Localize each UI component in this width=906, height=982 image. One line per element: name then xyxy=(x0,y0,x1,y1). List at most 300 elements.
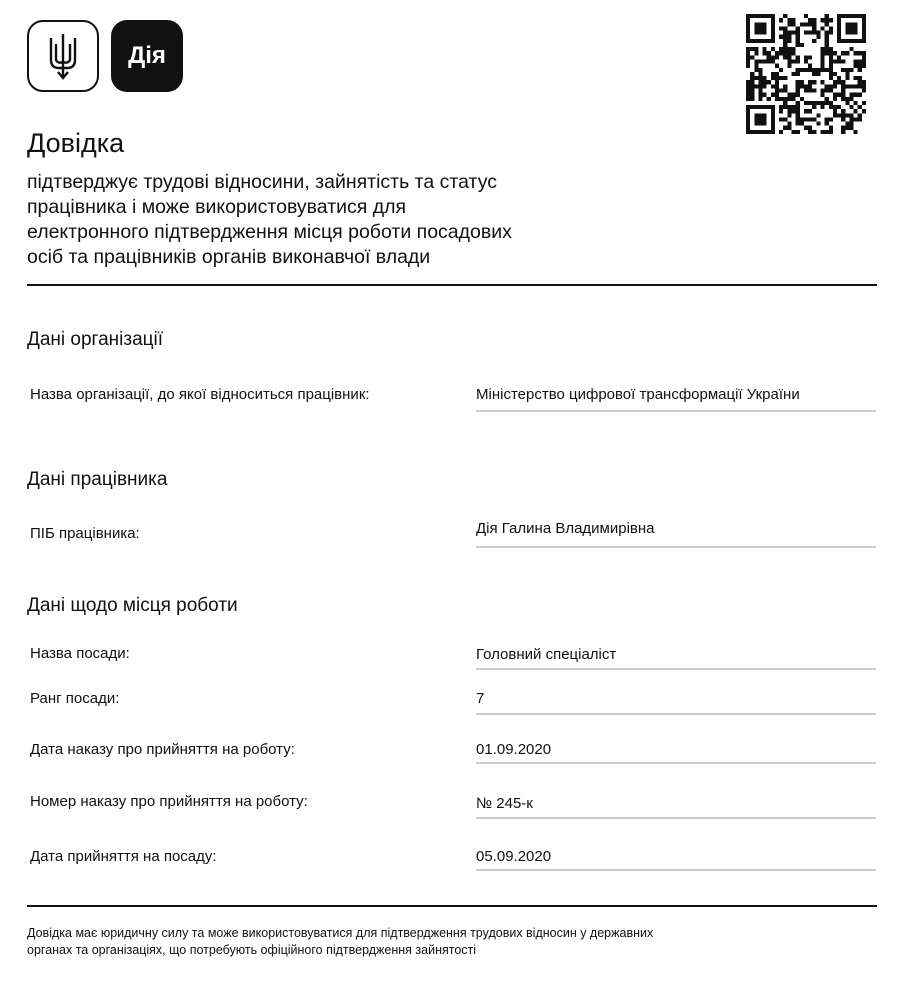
qr-module xyxy=(862,64,866,68)
qr-module xyxy=(758,31,762,35)
trident-icon xyxy=(48,32,78,80)
qr-module xyxy=(754,68,758,72)
qr-module xyxy=(763,122,767,126)
qr-module xyxy=(758,113,762,117)
qr-module xyxy=(833,105,837,109)
qr-module xyxy=(854,93,858,97)
qr-module xyxy=(808,88,812,92)
qr-module xyxy=(792,31,796,35)
qr-module xyxy=(771,117,775,121)
qr-module xyxy=(787,55,791,59)
qr-module xyxy=(775,76,779,80)
qr-module xyxy=(783,43,787,47)
qr-module xyxy=(763,31,767,35)
qr-module xyxy=(763,80,767,84)
qr-module xyxy=(800,122,804,126)
qr-module xyxy=(758,122,762,126)
field-underline xyxy=(476,546,876,548)
qr-module xyxy=(750,14,754,18)
qr-module xyxy=(763,14,767,18)
qr-module xyxy=(783,76,787,80)
qr-module xyxy=(862,14,866,18)
qr-module xyxy=(754,130,758,134)
qr-module xyxy=(750,72,754,76)
qr-module xyxy=(829,105,833,109)
qr-module xyxy=(804,101,808,105)
qr-module xyxy=(775,97,779,101)
qr-module xyxy=(820,18,824,22)
qr-module xyxy=(829,68,833,72)
qr-module xyxy=(763,60,767,64)
field-underline xyxy=(476,869,876,871)
subtitle-line: електронного підтвердження місця роботи посадових xyxy=(27,221,512,243)
qr-module xyxy=(829,55,833,59)
qr-module xyxy=(837,80,841,84)
qr-module xyxy=(820,105,824,109)
qr-module xyxy=(787,93,791,97)
qr-module xyxy=(800,22,804,26)
qr-module xyxy=(841,84,845,88)
qr-module xyxy=(862,18,866,22)
qr-module xyxy=(763,26,767,30)
qr-module xyxy=(800,68,804,72)
qr-module xyxy=(808,117,812,121)
qr-module xyxy=(845,122,849,126)
qr-module xyxy=(862,88,866,92)
qr-module xyxy=(804,31,808,35)
qr-module xyxy=(763,51,767,55)
qr-module xyxy=(746,122,750,126)
qr-module xyxy=(849,117,853,121)
qr-module xyxy=(862,22,866,26)
qr-module xyxy=(849,122,853,126)
qr-module xyxy=(804,117,808,121)
qr-module xyxy=(796,72,800,76)
qr-module xyxy=(787,35,791,39)
qr-module xyxy=(775,88,779,92)
qr-module xyxy=(787,18,791,22)
qr-module xyxy=(746,22,750,26)
section-heading-employee: Дані працівника xyxy=(27,469,168,490)
field-label: Назва організації, до якої відноситься працівник: xyxy=(30,386,370,403)
qr-module xyxy=(833,97,837,101)
qr-module xyxy=(841,97,845,101)
qr-module xyxy=(758,14,762,18)
qr-module xyxy=(849,68,853,72)
qr-module xyxy=(796,88,800,92)
qr-module xyxy=(771,26,775,30)
qr-module xyxy=(849,84,853,88)
qr-module xyxy=(746,39,750,43)
qr-module xyxy=(750,105,754,109)
qr-module xyxy=(767,97,771,101)
qr-module xyxy=(783,39,787,43)
qr-module xyxy=(854,22,858,26)
qr-module xyxy=(820,26,824,30)
qr-module xyxy=(837,26,841,30)
qr-module xyxy=(787,60,791,64)
qr-module xyxy=(845,72,849,76)
qr-module xyxy=(796,35,800,39)
qr-module xyxy=(758,76,762,80)
field-value: 7 xyxy=(476,690,485,707)
qr-module xyxy=(812,80,816,84)
qr-module xyxy=(771,31,775,35)
qr-module xyxy=(816,113,820,117)
qr-module xyxy=(796,84,800,88)
qr-module xyxy=(783,126,787,130)
qr-module xyxy=(796,130,800,134)
qr-module xyxy=(825,84,829,88)
qr-module xyxy=(858,14,862,18)
qr-module xyxy=(796,113,800,117)
qr-module xyxy=(771,39,775,43)
qr-module xyxy=(808,18,812,22)
qr-module xyxy=(858,76,862,80)
qr-module xyxy=(787,39,791,43)
qr-module xyxy=(771,93,775,97)
qr-module xyxy=(767,14,771,18)
qr-module xyxy=(837,35,841,39)
qr-module xyxy=(746,84,750,88)
qr-module xyxy=(854,14,858,18)
qr-module xyxy=(829,72,833,76)
qr-module xyxy=(862,35,866,39)
qr-module xyxy=(808,80,812,84)
qr-module xyxy=(820,64,824,68)
qr-module xyxy=(767,55,771,59)
qr-module xyxy=(829,26,833,30)
divider xyxy=(27,905,877,907)
qr-module xyxy=(804,84,808,88)
qr-module xyxy=(854,117,858,121)
qr-module xyxy=(746,97,750,101)
qr-module xyxy=(787,109,791,113)
qr-module xyxy=(771,72,775,76)
field-value: Головний спеціаліст xyxy=(476,646,617,663)
qr-module xyxy=(825,130,829,134)
qr-module xyxy=(829,47,833,51)
qr-module xyxy=(783,105,787,109)
qr-module xyxy=(763,76,767,80)
qr-module xyxy=(845,14,849,18)
qr-module xyxy=(787,22,791,26)
qr-module xyxy=(763,117,767,121)
qr-module xyxy=(763,39,767,43)
divider xyxy=(27,284,877,286)
footer-line: органах та організаціях, що потребують офіційного підтвердження зайнятості xyxy=(27,943,477,957)
qr-module xyxy=(825,97,829,101)
qr-module xyxy=(754,84,758,88)
qr-module xyxy=(800,84,804,88)
qr-module xyxy=(763,105,767,109)
qr-module xyxy=(787,64,791,68)
qr-module xyxy=(833,80,837,84)
qr-module xyxy=(754,14,758,18)
qr-module xyxy=(825,101,829,105)
qr-module xyxy=(808,130,812,134)
qr-module xyxy=(837,55,841,59)
qr-module xyxy=(858,113,862,117)
qr-module xyxy=(754,122,758,126)
qr-module xyxy=(792,109,796,113)
qr-module xyxy=(767,105,771,109)
qr-module xyxy=(841,68,845,72)
qr-module xyxy=(854,39,858,43)
qr-module xyxy=(833,72,837,76)
qr-module xyxy=(754,26,758,30)
qr-module xyxy=(829,76,833,80)
field-label: Дата прийняття на посаду: xyxy=(30,848,217,865)
qr-module xyxy=(808,109,812,113)
qr-module xyxy=(787,51,791,55)
qr-module xyxy=(796,122,800,126)
qr-module xyxy=(825,117,829,121)
qr-module xyxy=(787,97,791,101)
qr-module xyxy=(858,64,862,68)
qr-module xyxy=(825,14,829,18)
qr-module xyxy=(754,31,758,35)
qr-module xyxy=(862,80,866,84)
qr-module xyxy=(775,51,779,55)
qr-module xyxy=(829,88,833,92)
qr-module xyxy=(833,113,837,117)
qr-module xyxy=(796,80,800,84)
qr-module xyxy=(750,80,754,84)
document-subtitle xyxy=(27,170,667,270)
qr-module xyxy=(820,130,824,134)
field-underline xyxy=(476,410,876,412)
subtitle-line: працівника і може використовуватися для xyxy=(27,196,407,218)
qr-module xyxy=(829,31,833,35)
qr-module xyxy=(837,18,841,22)
qr-module xyxy=(862,101,866,105)
qr-module xyxy=(854,109,858,113)
subtitle-line: осіб та працівників органів виконавчої влади xyxy=(27,246,431,268)
qr-module xyxy=(862,51,866,55)
qr-module xyxy=(841,60,845,64)
qr-module xyxy=(771,35,775,39)
field-label: Назва посади: xyxy=(30,645,130,662)
qr-module xyxy=(858,93,862,97)
qr-module xyxy=(825,31,829,35)
qr-module xyxy=(771,22,775,26)
subtitle-line: підтверджує трудові відносини, зайнятість та статус xyxy=(27,171,497,193)
qr-module xyxy=(758,105,762,109)
qr-module xyxy=(808,31,812,35)
qr-module xyxy=(845,84,849,88)
qr-module xyxy=(758,80,762,84)
qr-module xyxy=(771,113,775,117)
qr-module xyxy=(808,101,812,105)
qr-module xyxy=(796,117,800,121)
qr-module xyxy=(804,126,808,130)
qr-module xyxy=(779,130,783,134)
qr-module xyxy=(849,14,853,18)
qr-module xyxy=(812,39,816,43)
qr-module xyxy=(746,64,750,68)
qr-module xyxy=(862,31,866,35)
qr-module xyxy=(825,68,829,72)
qr-module xyxy=(746,130,750,134)
qr-module xyxy=(771,84,775,88)
qr-module xyxy=(854,51,858,55)
qr-module xyxy=(820,55,824,59)
qr-module xyxy=(796,26,800,30)
qr-module xyxy=(858,68,862,72)
qr-module xyxy=(792,60,796,64)
qr-module xyxy=(763,93,767,97)
qr-module xyxy=(858,51,862,55)
qr-module xyxy=(771,105,775,109)
qr-module xyxy=(792,51,796,55)
qr-module xyxy=(812,117,816,121)
qr-module xyxy=(854,84,858,88)
qr-module xyxy=(845,101,849,105)
qr-module xyxy=(841,126,845,130)
qr-module xyxy=(829,64,833,68)
qr-module xyxy=(854,64,858,68)
qr-module xyxy=(775,55,779,59)
qr-module xyxy=(825,18,829,22)
qr-module xyxy=(758,72,762,76)
qr-module xyxy=(820,101,824,105)
qr-module xyxy=(750,130,754,134)
qr-module xyxy=(783,84,787,88)
field-underline xyxy=(476,817,876,819)
qr-module xyxy=(771,122,775,126)
qr-module xyxy=(750,84,754,88)
qr-module xyxy=(829,126,833,130)
qr-module xyxy=(783,101,787,105)
qr-module xyxy=(829,101,833,105)
qr-module xyxy=(841,93,845,97)
qr-module xyxy=(845,97,849,101)
qr-module xyxy=(808,22,812,26)
qr-module xyxy=(754,76,758,80)
qr-module xyxy=(862,26,866,30)
qr-module xyxy=(767,80,771,84)
qr-module xyxy=(750,55,754,59)
qr-module xyxy=(854,60,858,64)
qr-module xyxy=(779,35,783,39)
qr-module xyxy=(796,31,800,35)
qr-module xyxy=(775,84,779,88)
qr-module xyxy=(858,80,862,84)
qr-module xyxy=(833,60,837,64)
qr-module xyxy=(825,51,829,55)
diia-logo-text: Дія xyxy=(128,42,166,69)
qr-module xyxy=(758,22,762,26)
qr-module xyxy=(841,130,845,134)
qr-module xyxy=(779,68,783,72)
qr-module xyxy=(833,84,837,88)
qr-module xyxy=(771,47,775,51)
qr-module xyxy=(754,47,758,51)
qr-module xyxy=(862,60,866,64)
qr-module xyxy=(767,51,771,55)
qr-module xyxy=(837,60,841,64)
qr-module xyxy=(796,39,800,43)
qr-module xyxy=(779,97,783,101)
qr-module xyxy=(862,55,866,59)
qr-module xyxy=(825,88,829,92)
qr-module xyxy=(754,60,758,64)
qr-module xyxy=(849,31,853,35)
qr-module xyxy=(754,51,758,55)
qr-module xyxy=(833,109,837,113)
qr-module xyxy=(746,55,750,59)
qr-module xyxy=(862,39,866,43)
qr-code xyxy=(746,14,866,134)
qr-module xyxy=(746,80,750,84)
qr-module xyxy=(763,113,767,117)
qr-module xyxy=(796,93,800,97)
footer-line: Довідка має юридичну силу та може використовуватися для підтвердження трудових відносин у державних xyxy=(27,926,654,940)
qr-module xyxy=(816,72,820,76)
qr-module xyxy=(816,31,820,35)
qr-module xyxy=(816,68,820,72)
qr-module xyxy=(758,97,762,101)
qr-module xyxy=(845,39,849,43)
qr-module xyxy=(854,101,858,105)
section-heading-organization: Дані організації xyxy=(27,329,164,350)
qr-module xyxy=(796,55,800,59)
qr-module xyxy=(750,88,754,92)
qr-module xyxy=(833,51,837,55)
qr-module xyxy=(812,72,816,76)
qr-module xyxy=(796,43,800,47)
qr-module xyxy=(816,35,820,39)
qr-module xyxy=(837,31,841,35)
qr-module xyxy=(783,26,787,30)
qr-module xyxy=(758,88,762,92)
qr-module xyxy=(779,26,783,30)
qr-module xyxy=(841,39,845,43)
qr-module xyxy=(746,126,750,130)
qr-module xyxy=(775,72,779,76)
diia-logo xyxy=(111,20,183,92)
qr-module xyxy=(825,43,829,47)
qr-module xyxy=(754,105,758,109)
qr-module xyxy=(841,14,845,18)
qr-module xyxy=(804,14,808,18)
qr-module xyxy=(779,105,783,109)
qr-module xyxy=(816,122,820,126)
qr-module xyxy=(758,26,762,30)
qr-module xyxy=(787,126,791,130)
field-value: № 245-к xyxy=(476,795,533,812)
qr-module xyxy=(829,60,833,64)
qr-module xyxy=(849,47,853,51)
qr-module xyxy=(804,109,808,113)
qr-module xyxy=(833,93,837,97)
qr-module xyxy=(787,105,791,109)
qr-module xyxy=(841,51,845,55)
qr-module xyxy=(750,39,754,43)
qr-module xyxy=(758,93,762,97)
qr-module xyxy=(845,113,849,117)
qr-module xyxy=(779,117,783,121)
qr-module xyxy=(771,76,775,80)
qr-module xyxy=(849,93,853,97)
qr-module xyxy=(796,105,800,109)
qr-module xyxy=(754,117,758,121)
qr-module xyxy=(796,60,800,64)
qr-module xyxy=(792,130,796,134)
qr-module xyxy=(820,51,824,55)
qr-module xyxy=(750,97,754,101)
